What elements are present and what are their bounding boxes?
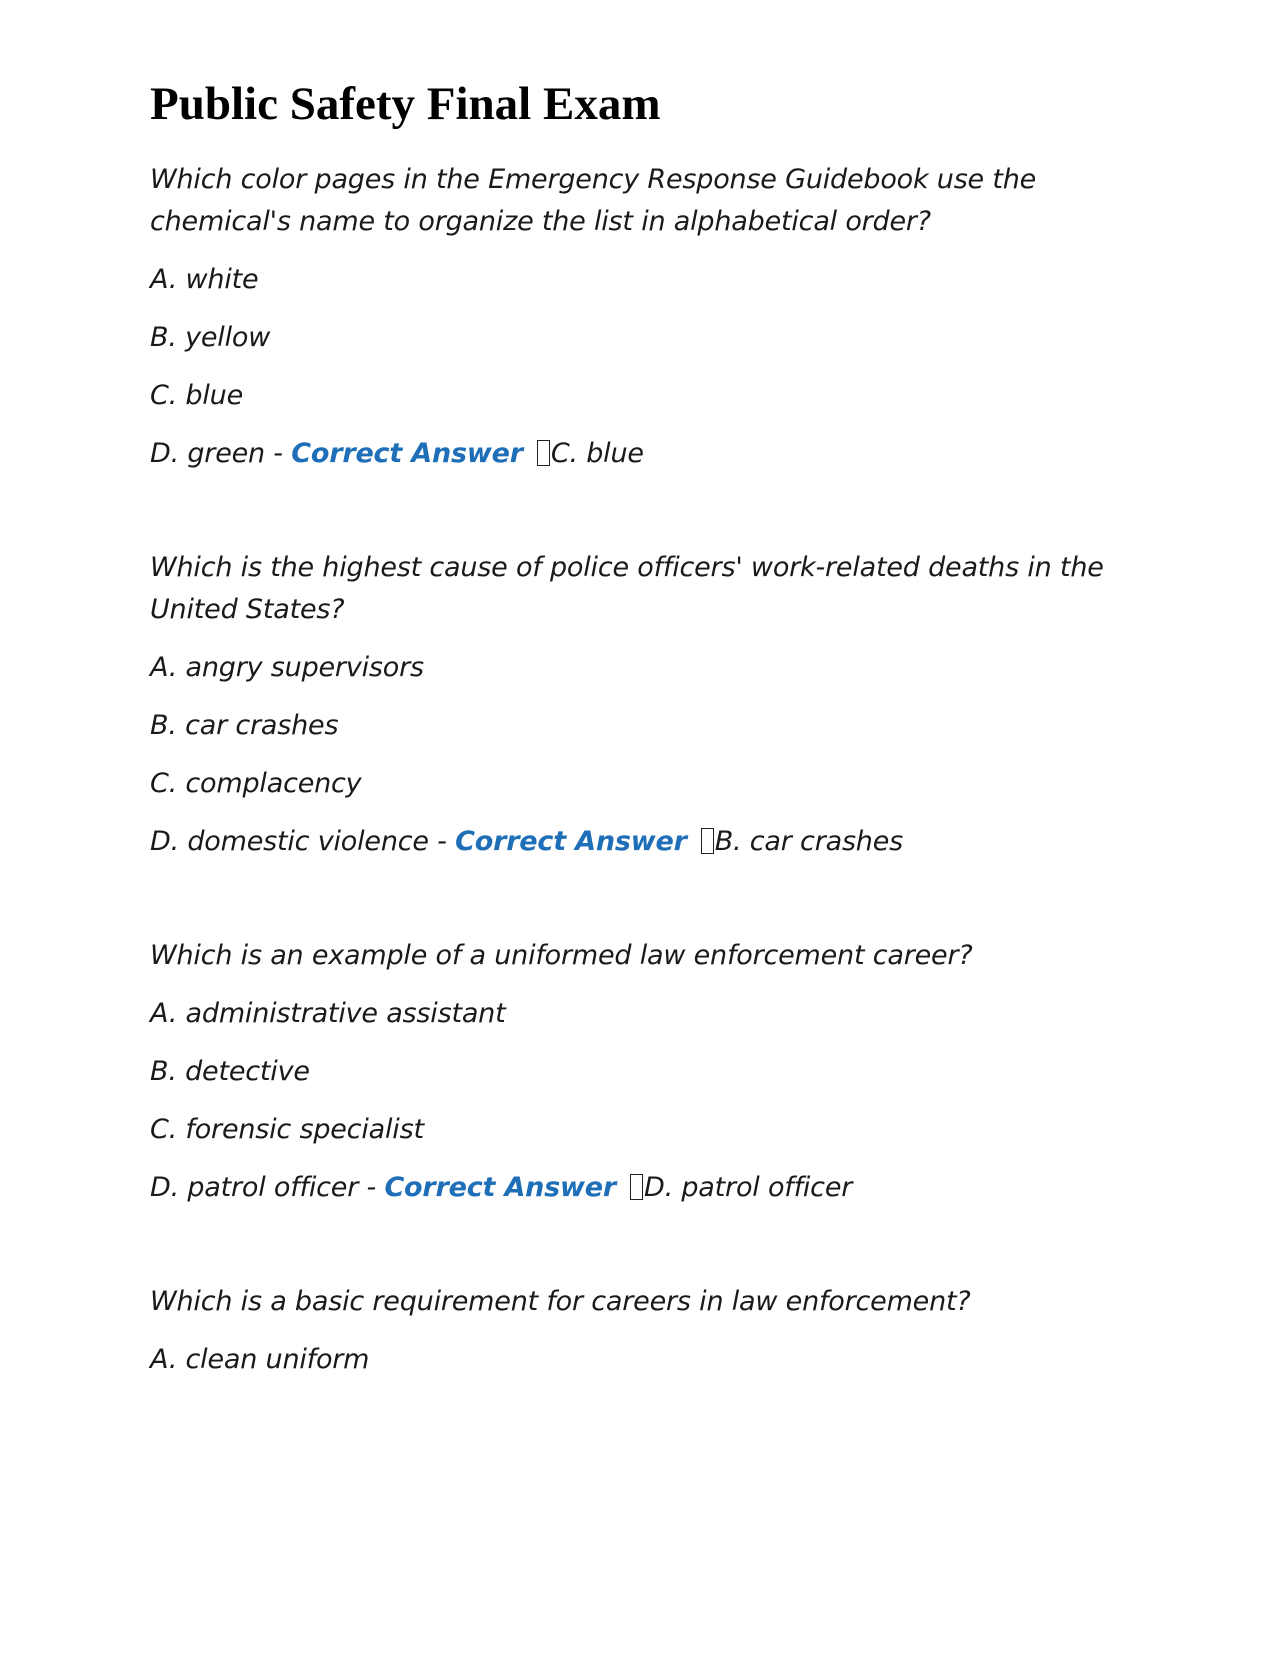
question-4-option-a: A. clean uniform <box>150 1344 370 1375</box>
question-1-text-line-1: Which color pages in the Emergency Response Guidebook use the <box>150 164 1037 195</box>
question-4-text-line-1: Which is a basic requirement for careers in law enforcement? <box>150 1286 971 1317</box>
question-3-option-b: B. detective <box>150 1056 310 1087</box>
missing-glyph-icon <box>630 1174 643 1200</box>
correct-answer-label: Correct Answer <box>384 1172 617 1203</box>
question-3-option-a: A. administrative assistant <box>150 998 506 1029</box>
question-2-option-a: A. angry supervisors <box>150 652 424 683</box>
question-3-text-line-1: Which is an example of a uniformed law enforcement career? <box>150 940 973 971</box>
option-d-text: D. patrol officer - <box>150 1172 385 1203</box>
question-2-option-b: B. car crashes <box>150 710 339 741</box>
missing-glyph-icon <box>537 440 550 466</box>
question-1-option-d <box>150 432 644 476</box>
question-1-option-b: B. yellow <box>150 322 271 353</box>
correct-answer-label: Correct Answer <box>291 438 523 469</box>
question-3-option-d <box>150 1166 852 1210</box>
question-2-option-d <box>150 820 903 864</box>
question-2-option-c: C. complacency <box>150 768 362 799</box>
correct-answer-value: B. car crashes <box>714 826 903 857</box>
question-1-option-c: C. blue <box>150 380 243 411</box>
question-2-text-line-2: United States? <box>150 594 345 625</box>
question-2-text-line-1: Which is the highest cause of police officers' work-related deaths in the <box>150 552 1104 583</box>
correct-answer-value: D. patrol officer <box>644 1172 853 1203</box>
option-d-text: D. domestic violence - <box>150 826 456 857</box>
page-title: Public Safety Final Exam <box>150 78 661 130</box>
question-1-option-a: A. white <box>150 264 259 295</box>
question-1-text-line-2: chemical's name to organize the list in alphabetical order? <box>150 206 931 237</box>
correct-answer-label: Correct Answer <box>455 826 687 857</box>
question-3-option-c: C. forensic specialist <box>150 1114 424 1145</box>
correct-answer-value: C. blue <box>550 438 644 469</box>
option-d-text: D. green - <box>150 438 292 469</box>
missing-glyph-icon <box>701 828 714 854</box>
